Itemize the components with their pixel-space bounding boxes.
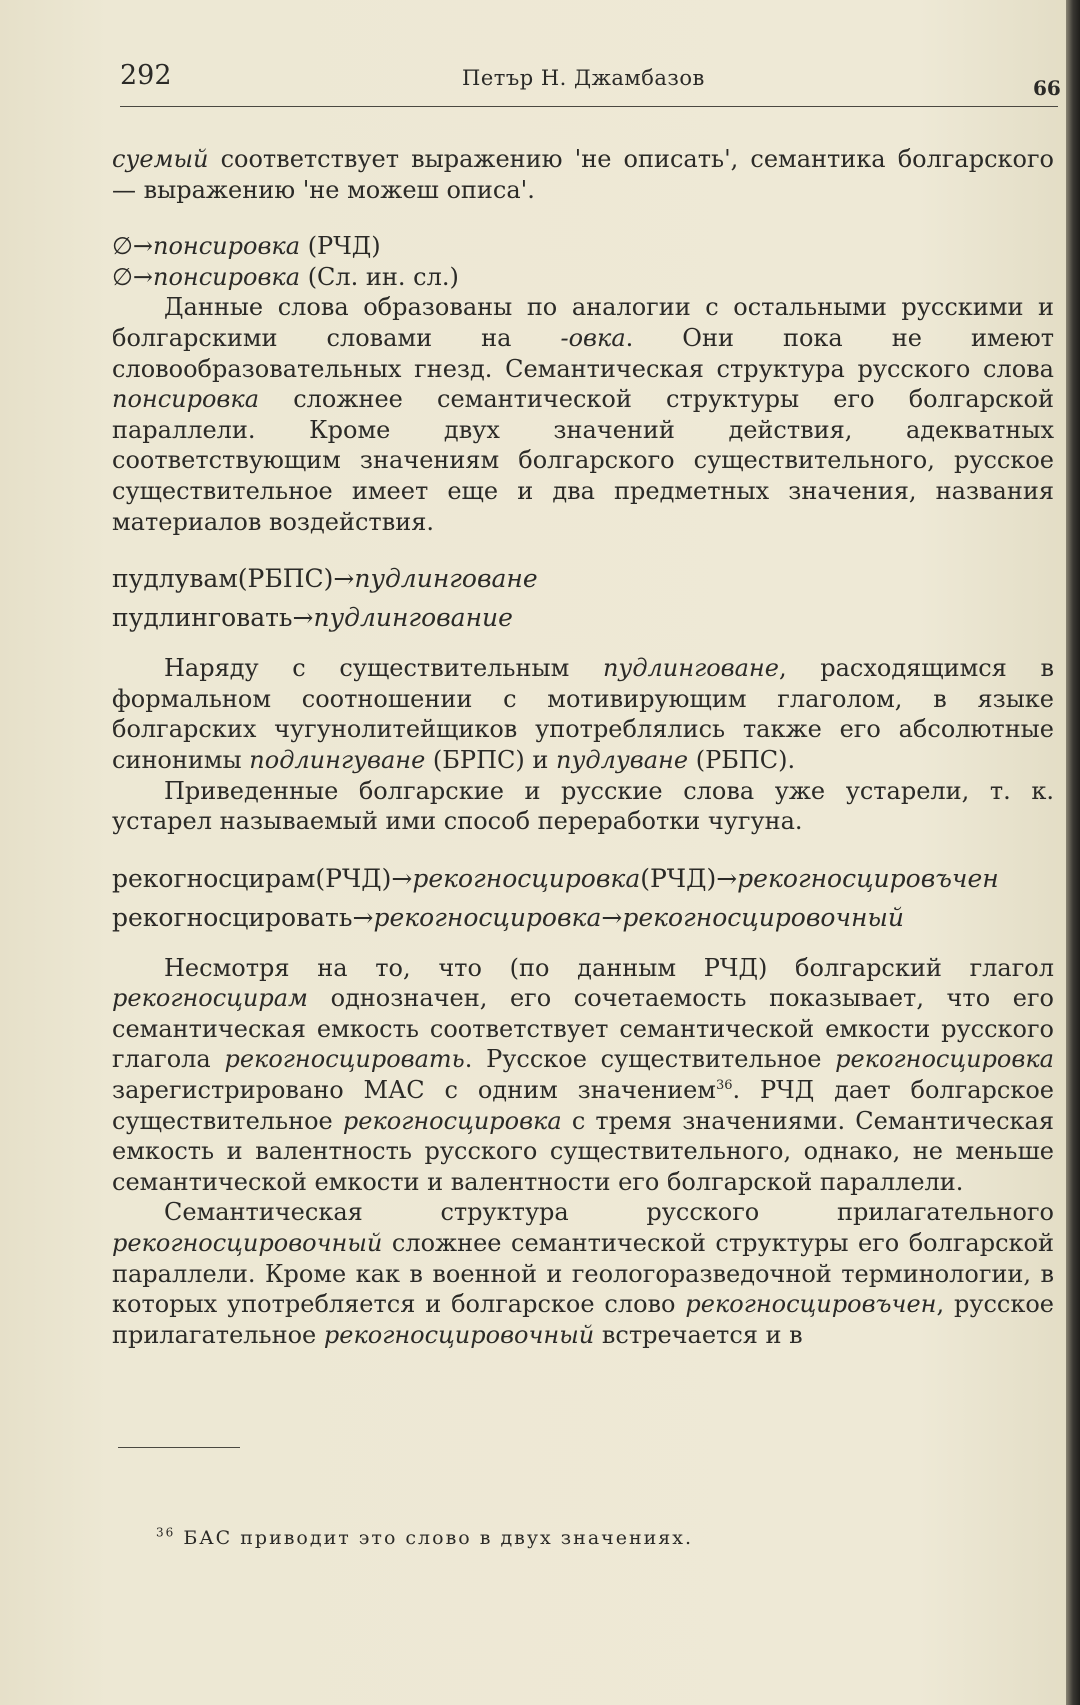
paragraph-prilagatelnoe: Семантическая структура русского прилагательного рекогносцировочный сложнее семантической структуры его болгарской параллели. Кроме как в военной и геологоразведочной терминологии, в которых употребляется и болгарское слово рекогносцировъчен, русское прилагательное рекогносцировочный встречается и в	[112, 1198, 1054, 1349]
italic-term: суемый	[112, 145, 209, 173]
entry-ponsirovka-sl: ∅→понсировка (Сл. ин. сл.)	[112, 262, 459, 291]
footnote-marker: 36	[156, 1525, 176, 1540]
footnote-text: БАС приводит это слово в двух значениях.	[175, 1527, 694, 1549]
entry-pudlingovat: пудлинговать→пудлингование	[112, 603, 513, 633]
entry-pudluvam: пудлувам(РБПС)→пудлинговане	[112, 564, 538, 594]
footnote-divider	[118, 1447, 240, 1448]
entry-ponsirovka-rchd: ∅→понсировка (РЧД)	[112, 232, 381, 261]
entry-rekognoscyrovat: рекогносцировать→рекогносцировка→рекогносцировочный	[112, 902, 904, 932]
corner-mark: 66	[1033, 76, 1061, 100]
paragraph-pudlingovane: Наряду с существительным пудлинговане, расходящимся в формальном соотношении с мотивирующим глаголом, в языке болгарских чугунолитейщиков употреблялись также его абсолютные синонимы подлингуване (БРПС) и пудлуване (РБПС).	[112, 654, 1054, 774]
paragraph-ponsirovka: Данные слова образованы по аналогии с остальными русскими и болгарскими словами на -овка. Они пока не имеют словообразовательных гнезд. Семантическая структура русского слова понсировка сложнее семантической структуры его болгарской параллели. Кроме двух значений действия, адекватных соответствующим значениям болгарского существительного, русское существительное имеет еще и два предметных значения, названия материалов воздействия.	[112, 293, 1054, 536]
page-number: 292	[120, 60, 172, 91]
entry-rekognoscyram: рекогносцирам(РЧД)→рекогносцировка(РЧД)→рекогносцировъчен	[112, 863, 999, 893]
running-head: Петър Н. Джамбазов	[462, 66, 705, 90]
page-header	[120, 60, 1061, 107]
paragraph-rekognoscirovka: Несмотря на то, что (по данным РЧД) болгарский глагол рекогносцирам однозначен, его сочетаемость показывает, что его семантическая емкость соответствует семантической емкости русского глагола рекогносцировать. Русское существительное рекогносцировка зарегистрировано МАС с одним значением$^{36}$. РЧД дает болгарское существительное рекогносцировка с тремя значениями. Семантическая емкость и валентность русского существительного, однако, не меньше семантической емкости и валентности его болгарской параллели.	[112, 953, 1055, 1196]
body-text	[112, 144, 1054, 1350]
paragraph-continuation: суемый соответствует выражению 'не описать', семантика болгарского — выражению 'не можеш описа'.	[112, 145, 1054, 204]
footnote	[156, 1527, 693, 1549]
paragraph-ustareli: Приведенные болгарские и русские слова уже устарели, т. к. устарел называемый ими способ переработки чугуна.	[112, 776, 1054, 836]
page-edge-shadow	[1066, 0, 1080, 1705]
footnote-reference[interactable]: 36	[715, 1078, 733, 1094]
